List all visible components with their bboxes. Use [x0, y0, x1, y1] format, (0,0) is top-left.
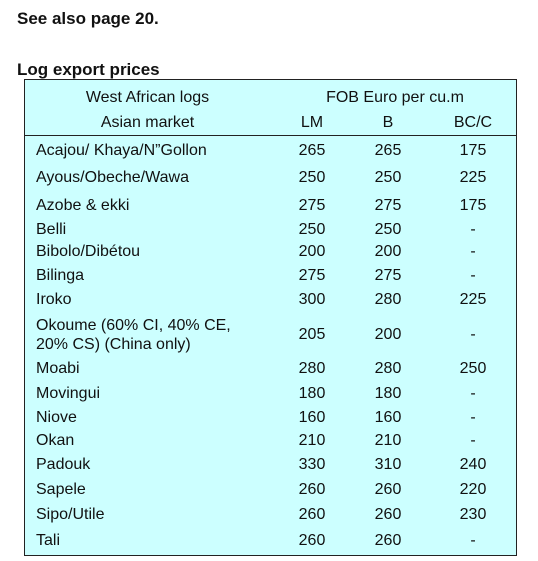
row-price-lm: 180: [298, 385, 326, 402]
row-species: Okoume (60% CI, 40% CE,: [36, 317, 231, 334]
row-price-b: 210: [374, 432, 402, 449]
row-price-lm: 205: [298, 326, 326, 343]
row-species: Sapele: [36, 481, 86, 498]
row-price-bcc: -: [470, 409, 476, 426]
row-price-b: 260: [374, 506, 402, 523]
row-price-lm: 250: [298, 169, 326, 186]
column-header-b: B: [382, 114, 394, 131]
row-species: Belli: [36, 221, 67, 238]
row-species: Okan: [36, 432, 75, 449]
row-species: Niove: [36, 409, 77, 426]
row-price-bcc: 240: [459, 456, 487, 473]
header-region: West African logs: [85, 89, 210, 106]
row-price-bcc: 230: [459, 506, 487, 523]
row-price-b: 275: [374, 197, 402, 214]
row-price-lm: 300: [298, 291, 326, 308]
row-price-bcc: 220: [459, 481, 487, 498]
row-species: Bibolo/Dibétou: [36, 243, 141, 260]
row-species: Bilinga: [36, 267, 85, 284]
row-price-bcc: -: [470, 221, 476, 238]
row-price-b: 280: [374, 291, 402, 308]
row-species: Tali: [36, 532, 61, 549]
row-species: Azobe & ekki: [36, 197, 130, 214]
row-price-b: 200: [374, 326, 402, 343]
row-price-b: 250: [374, 169, 402, 186]
row-price-lm: 280: [298, 360, 326, 377]
row-price-b: 200: [374, 243, 402, 260]
row-price-lm: 275: [298, 267, 326, 284]
row-species: Sipo/Utile: [36, 506, 105, 523]
row-price-bcc: -: [470, 385, 476, 402]
row-price-bcc: 250: [459, 360, 487, 377]
row-price-bcc: -: [470, 326, 476, 343]
see-also-note: See also page 20.: [17, 9, 159, 28]
row-species: Padouk: [36, 456, 91, 473]
row-species-continued: 20% CS) (China only): [36, 336, 191, 353]
row-price-bcc: 225: [459, 291, 487, 308]
row-price-lm: 260: [298, 532, 326, 549]
row-price-bcc: -: [470, 243, 476, 260]
header-divider: [25, 135, 516, 136]
row-price-b: 160: [374, 409, 402, 426]
row-price-b: 250: [374, 221, 402, 238]
header-market: Asian market: [100, 114, 195, 131]
row-species: Iroko: [36, 291, 72, 308]
row-price-b: 265: [374, 142, 402, 159]
row-price-b: 180: [374, 385, 402, 402]
log-price-table: [24, 79, 517, 556]
row-price-lm: 160: [298, 409, 326, 426]
row-species: Acajou/ Khaya/N”Gollon: [36, 142, 207, 159]
row-price-lm: 260: [298, 481, 326, 498]
row-price-b: 280: [374, 360, 402, 377]
row-price-bcc: -: [470, 532, 476, 549]
row-species: Moabi: [36, 360, 80, 377]
row-price-bcc: 175: [459, 142, 487, 159]
row-price-bcc: -: [470, 432, 476, 449]
section-title: Log export prices: [17, 60, 160, 79]
row-species: Movingui: [36, 385, 101, 402]
column-header-bcc: BC/C: [453, 114, 493, 131]
row-price-lm: 210: [298, 432, 326, 449]
row-price-b: 260: [374, 532, 402, 549]
row-price-b: 275: [374, 267, 402, 284]
row-price-b: 310: [374, 456, 402, 473]
row-species: Ayous/Obeche/Wawa: [36, 169, 189, 186]
row-price-lm: 260: [298, 506, 326, 523]
row-price-lm: 200: [298, 243, 326, 260]
row-price-bcc: -: [470, 267, 476, 284]
row-price-lm: 250: [298, 221, 326, 238]
row-price-lm: 330: [298, 456, 326, 473]
column-header-lm: LM: [300, 114, 324, 131]
row-price-b: 260: [374, 481, 402, 498]
row-price-bcc: 225: [459, 169, 487, 186]
header-price-unit: FOB Euro per cu.m: [326, 89, 464, 106]
row-price-lm: 265: [298, 142, 326, 159]
row-price-lm: 275: [298, 197, 326, 214]
row-price-bcc: 175: [459, 197, 487, 214]
